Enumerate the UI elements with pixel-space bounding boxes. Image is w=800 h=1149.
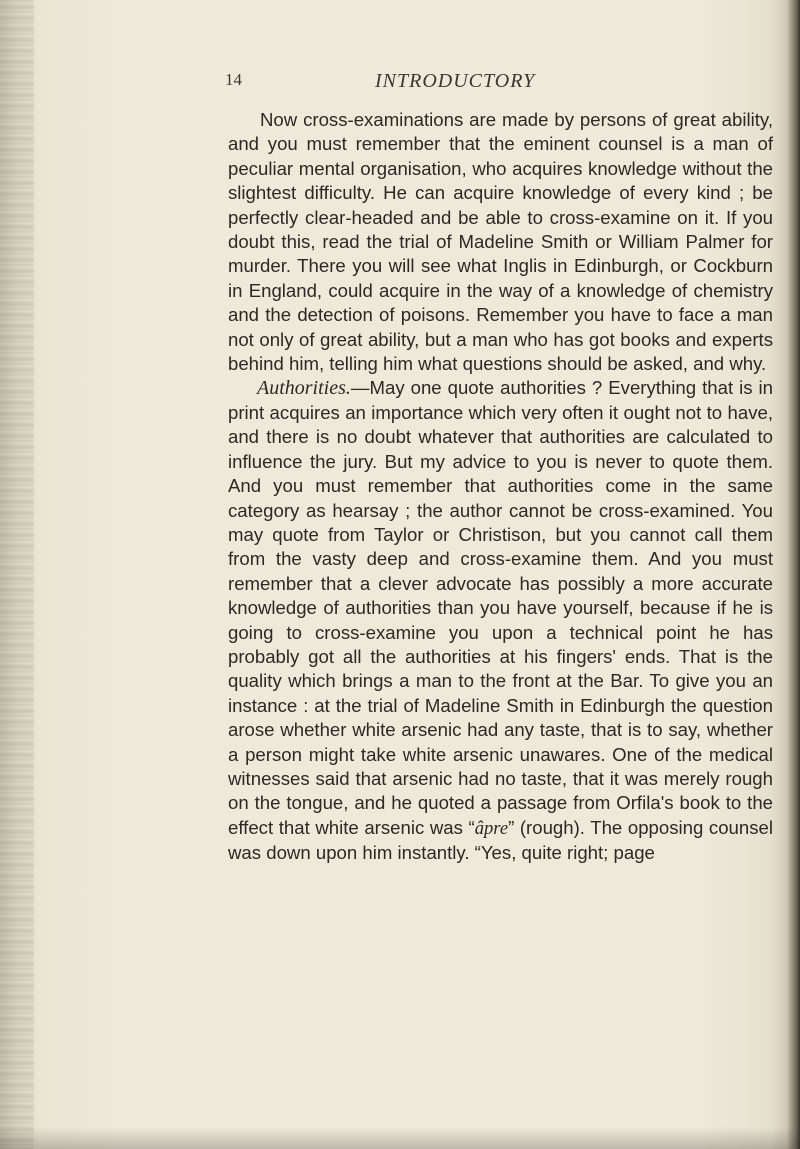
paragraph-cross-examination: Now cross-examinations are made by persons of great ability, and you must remember that the eminent counsel is a man of peculiar mental organisation, who acquires knowledge without the slightest difficulty. He can acquire knowledge of every kind ; be perfectly clear-headed and be able to cross-examine on it. If you doubt this, read the trial of Madeline Smith or William Palmer for murder. There you will see what Inglis in Edinburgh, or Cockburn in England, could acquire in the way of a knowledge of chemistry and the detection of poisons. Remember you have to face a man not only of great ability, but a man who has got books and experts behind him, telling him what questions should be asked, and why. xyxy=(228,109,773,375)
page-edge-shadow xyxy=(786,0,800,1149)
paragraph-authorities-text: —May one quote authorities ? Everything that is in print acquires an importance which very often it ought not to have, and there is no doubt whatever that authorities are calculated to influence the jury. But my advice to you is never to quote them. And you must remember that authorities come in the same category as hearsay ; the author cannot be cross-examined. You may quote from Taylor or Christison, but you cannot call them from the vasty deep and cross-examine them. And you must remember that a clever advocate has possibly a more accurate knowledge of authorities than you have yourself, because if he is going to cross-examine you upon a technical point he has probably got all the authorities at his fingers' ends. That is the quality which brings a man to the front at the Bar. To give you an instance : at the trial of Madeline Smith in Edinburgh the question arose whether white arsenic had any taste, that is to say, whether a person might take white arsenic unawares. One of the medical witnesses said that arsenic had no taste, that it was merely rough on the tongue, and he quoted a passage from Orfila's book to the effect that white arsenic was “ xyxy=(228,377,773,838)
running-head: INTRODUCTORY xyxy=(375,70,536,92)
paragraph-authorities-tail: ” (rough). The opposing counsel was down upon him instantly. “Yes, quite right; page xyxy=(228,816,773,864)
page-header xyxy=(225,70,785,94)
page-bottom-shadow xyxy=(0,1127,800,1149)
page-number: 14 xyxy=(225,70,242,89)
body-text xyxy=(228,108,773,866)
section-lead-authorities: Authorities. xyxy=(257,377,351,400)
paragraph-authorities xyxy=(228,376,773,865)
binding-gutter xyxy=(0,0,34,1149)
quoted-term: âpre xyxy=(474,817,509,839)
